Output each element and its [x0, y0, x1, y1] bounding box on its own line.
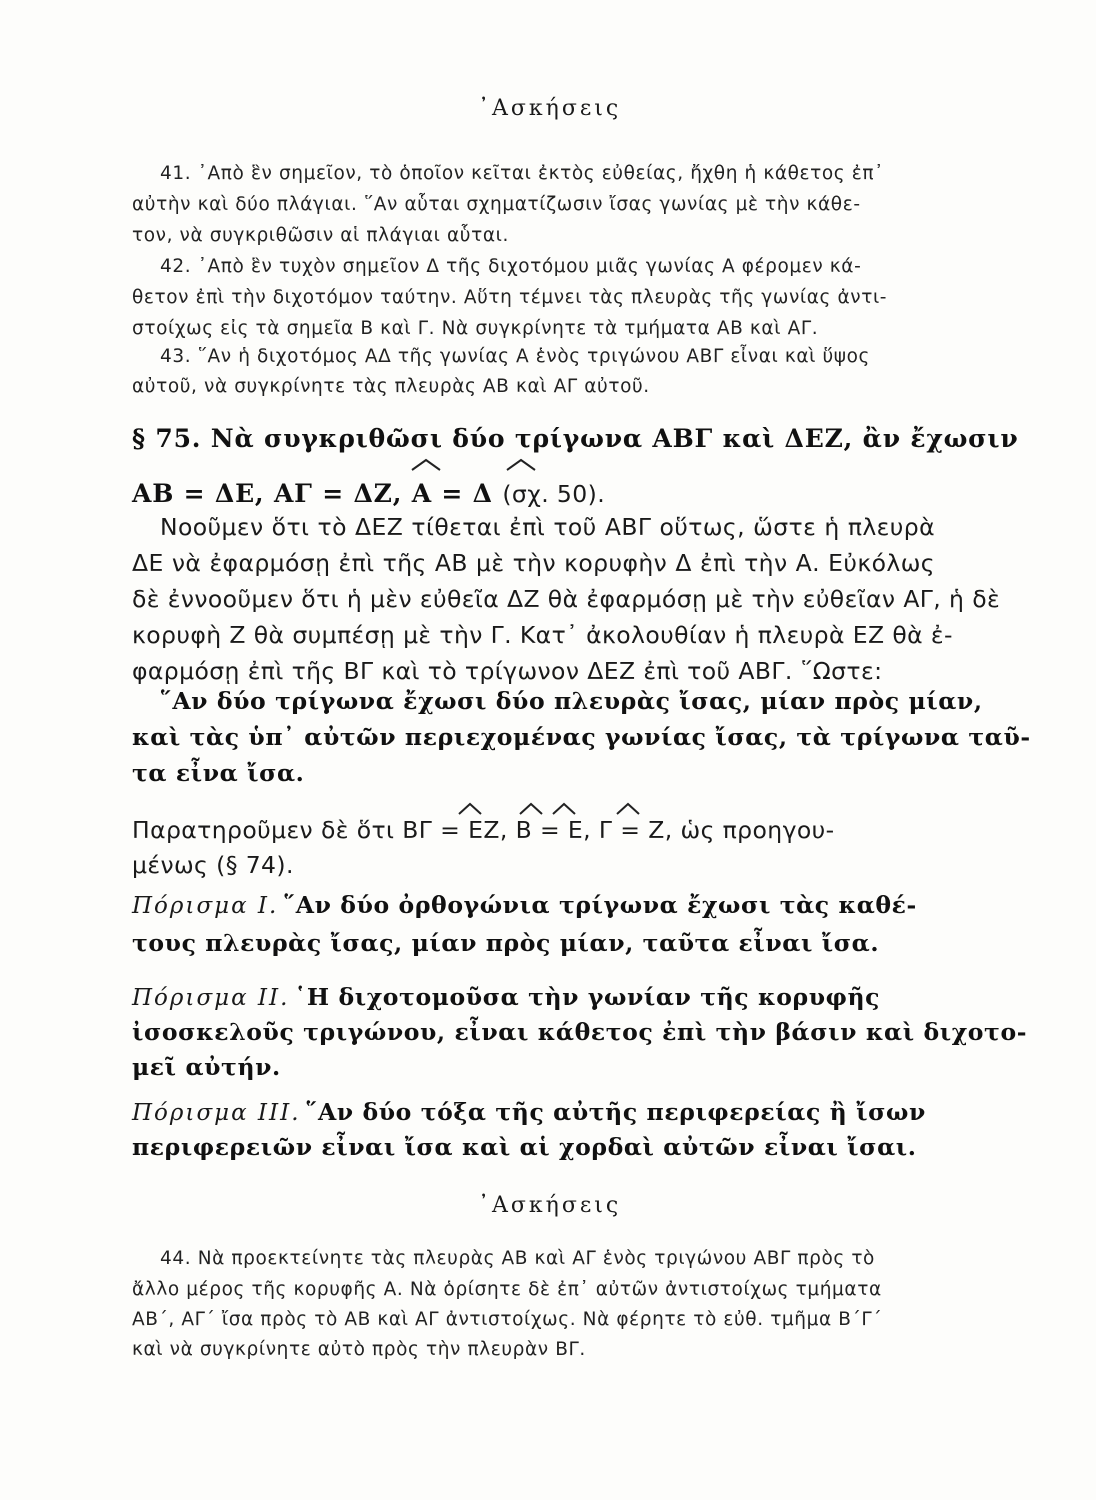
corollary-2-line-1 — [132, 983, 880, 1011]
corollary-3-label: Πόρισμα ΙΙΙ. — [132, 1100, 301, 1126]
exercise-44-line-2: ἄλλο μέρος τῆς κορυφῆς Α. Νὰ ὁρίσητε δὲ ἐπ᾿ αὐτῶν ἀντιστοίχως τμήματα — [132, 1279, 882, 1300]
corollary-1-line-2: τους πλευρὰς ἴσας, μίαν πρὸς μίαν, ταῦτα εἶναι ἴσα. — [132, 929, 880, 957]
corollary-2-line-2: ἰσοσκελοῦς τριγώνου, εἶναι κάθετος ἐπὶ τὴν βάσιν καὶ διχοτο- — [132, 1018, 1028, 1046]
corollary-3-line-2: περιφερειῶν εἶναι ἴσα καὶ αἱ χορδαὶ αὐτῶν εἶναι ἴσαι. — [132, 1133, 917, 1161]
exercise-42-line-3: στοίχως εἰς τὰ σημεῖα Β καὶ Γ. Νὰ συγκρίνητε τὰ τμήματα ΑΒ καὶ ΑΓ. — [132, 318, 819, 339]
angle-hat-mark — [505, 458, 537, 472]
angle-hat-mark — [410, 458, 442, 472]
proof-line-3: δὲ ἐννοοῦμεν ὅτι ἡ μὲν εὐθεῖα ΔΖ θὰ ἐφαρμόσῃ μὲ τὴν εὐθεῖαν ΑΓ, ἡ δὲ — [132, 585, 1001, 613]
figure-reference: (σχ. 50). — [502, 480, 606, 508]
exercise-41-line-2: αὐτὴν καὶ δύο πλάγιαι. ῞Αν αὗται σχηματίζωσιν ἴσας γωνίας μὲ τὴν κάθε- — [132, 194, 861, 215]
proof-line-1: Νοοῦμεν ὅτι τὸ ΔΕΖ τίθεται ἐπὶ τοῦ ΑΒΓ οὕτως, ὥστε ἡ πλευρὰ — [160, 513, 935, 541]
exercise-44-line-1: 44. Νὰ προεκτείνητε τὰς πλευρὰς ΑΒ καὶ ΑΓ ἑνὸς τριγώνου ΑΒΓ πρὸς τὸ — [160, 1248, 875, 1269]
condition-formula: ΑΒ = ΔΕ, ΑΓ = ΔΖ, Α = Δ — [132, 479, 493, 508]
section-75-title — [132, 424, 1018, 453]
theorem-line-1: ῞Αν δύο τρίγωνα ἔχωσι δύο πλευρὰς ἴσας, μίαν πρὸς μίαν, — [160, 687, 983, 715]
exercise-41-line-3: τον, νὰ συγκριθῶσιν αἱ πλάγιαι αὗται. — [132, 225, 509, 246]
remark-line-2: μένως (§ 74). — [132, 851, 294, 879]
exercise-44-line-3: ΑΒ΄, ΑΓ΄ ἴσα πρὸς τὸ ΑΒ καὶ ΑΓ ἀντιστοίχως. Νὰ φέρητε τὸ εὐθ. τμῆμα Β΄Γ΄ — [132, 1309, 883, 1330]
corollary-2-label: Πόρισμα ΙΙ. — [132, 985, 290, 1011]
corollary-3-text: ῞Αν δύο τόξα τῆς αὐτῆς περιφερείας ἢ ἴσων — [305, 1098, 926, 1126]
angle-hat-mark — [551, 802, 577, 816]
exercises-heading-2: ᾿Ασκήσεις — [478, 1193, 622, 1218]
exercises-heading: ᾿Ασκήσεις — [478, 96, 622, 121]
exercise-42-line-1: 42. ᾿Απὸ ἓν τυχὸν σημεῖον Δ τῆς διχοτόμου μιᾶς γωνίας Α φέρομεν κά- — [160, 256, 862, 277]
theorem-line-2: καὶ τὰς ὑπ᾿ αὐτῶν περιεχομένας γωνίας ἴσας, τὰ τρίγωνα ταῦ- — [132, 723, 1031, 751]
angle-hat-mark — [615, 802, 641, 816]
angle-hat-mark — [457, 802, 483, 816]
proof-line-2: ΔΕ νὰ ἐφαρμόσῃ ἐπὶ τῆς ΑΒ μὲ τὴν κορυφὴν Δ ἐπὶ τὴν Α. Εὐκόλως — [132, 549, 935, 577]
theorem-line-3: τα εἶνα ἴσα. — [132, 759, 305, 787]
proof-line-5: φαρμόσῃ ἐπὶ τῆς ΒΓ καὶ τὸ τρίγωνον ΔΕΖ ἐπὶ τοῦ ΑΒΓ. ῞Ωστε: — [132, 657, 883, 685]
section-title-text: Νὰ συγκριθῶσι δύο τρίγωνα ΑΒΓ καὶ ΔΕΖ, ἂν ἔχωσιν — [210, 424, 1019, 453]
proof-line-4: κορυφὴ Ζ θὰ συμπέσῃ μὲ τὴν Γ. Κατ᾿ ἀκολουθίαν ἡ πλευρὰ ΕΖ θὰ ἐ- — [132, 621, 953, 649]
corollary-2-text: ῾Η διχοτομοῦσα τὴν γωνίαν τῆς κορυφῆς — [294, 983, 881, 1011]
section-symbol: § 75. — [132, 424, 202, 453]
corollary-1-text: ῞Αν δύο ὀρθογώνια τρίγωνα ἔχωσι τὰς καθέ- — [283, 891, 917, 919]
exercise-42-line-2: θετον ἐπὶ τὴν διχοτόμον ταύτην. Αὕτη τέμνει τὰς πλευρὰς τῆς γωνίας ἀντι- — [132, 287, 888, 308]
angle-hat-mark — [518, 802, 544, 816]
corollary-1-label: Πόρισμα Ι. — [132, 893, 279, 919]
exercise-43-line-1: 43. ῞Αν ἡ διχοτόμος ΑΔ τῆς γωνίας Α ἑνὸς τριγώνου ΑΒΓ εἶναι καὶ ὕψος — [160, 346, 870, 367]
exercise-44-line-4: καὶ νὰ συγκρίνητε αὐτὸ πρὸς τὴν πλευρὰν ΒΓ. — [132, 1339, 586, 1360]
corollary-2-line-3: μεῖ αὐτήν. — [132, 1053, 281, 1081]
remark-line-1: Παρατηροῦμεν δὲ ὅτι ΒΓ = ΕΖ, Β = Ε, Γ = Ζ, ὡς προηγου- — [132, 816, 835, 844]
section-75-condition — [132, 479, 605, 508]
exercise-41-line-1: 41. ᾿Απὸ ἓν σημεῖον, τὸ ὁποῖον κεῖται ἐκτὸς εὐθείας, ἤχθη ἡ κάθετος ἐπ᾿ — [160, 163, 884, 184]
corollary-1-line-1 — [132, 891, 917, 919]
exercise-43-line-2: αὐτοῦ, νὰ συγκρίνητε τὰς πλευρὰς ΑΒ καὶ ΑΓ αὐτοῦ. — [132, 376, 650, 397]
corollary-3-line-1 — [132, 1098, 926, 1126]
